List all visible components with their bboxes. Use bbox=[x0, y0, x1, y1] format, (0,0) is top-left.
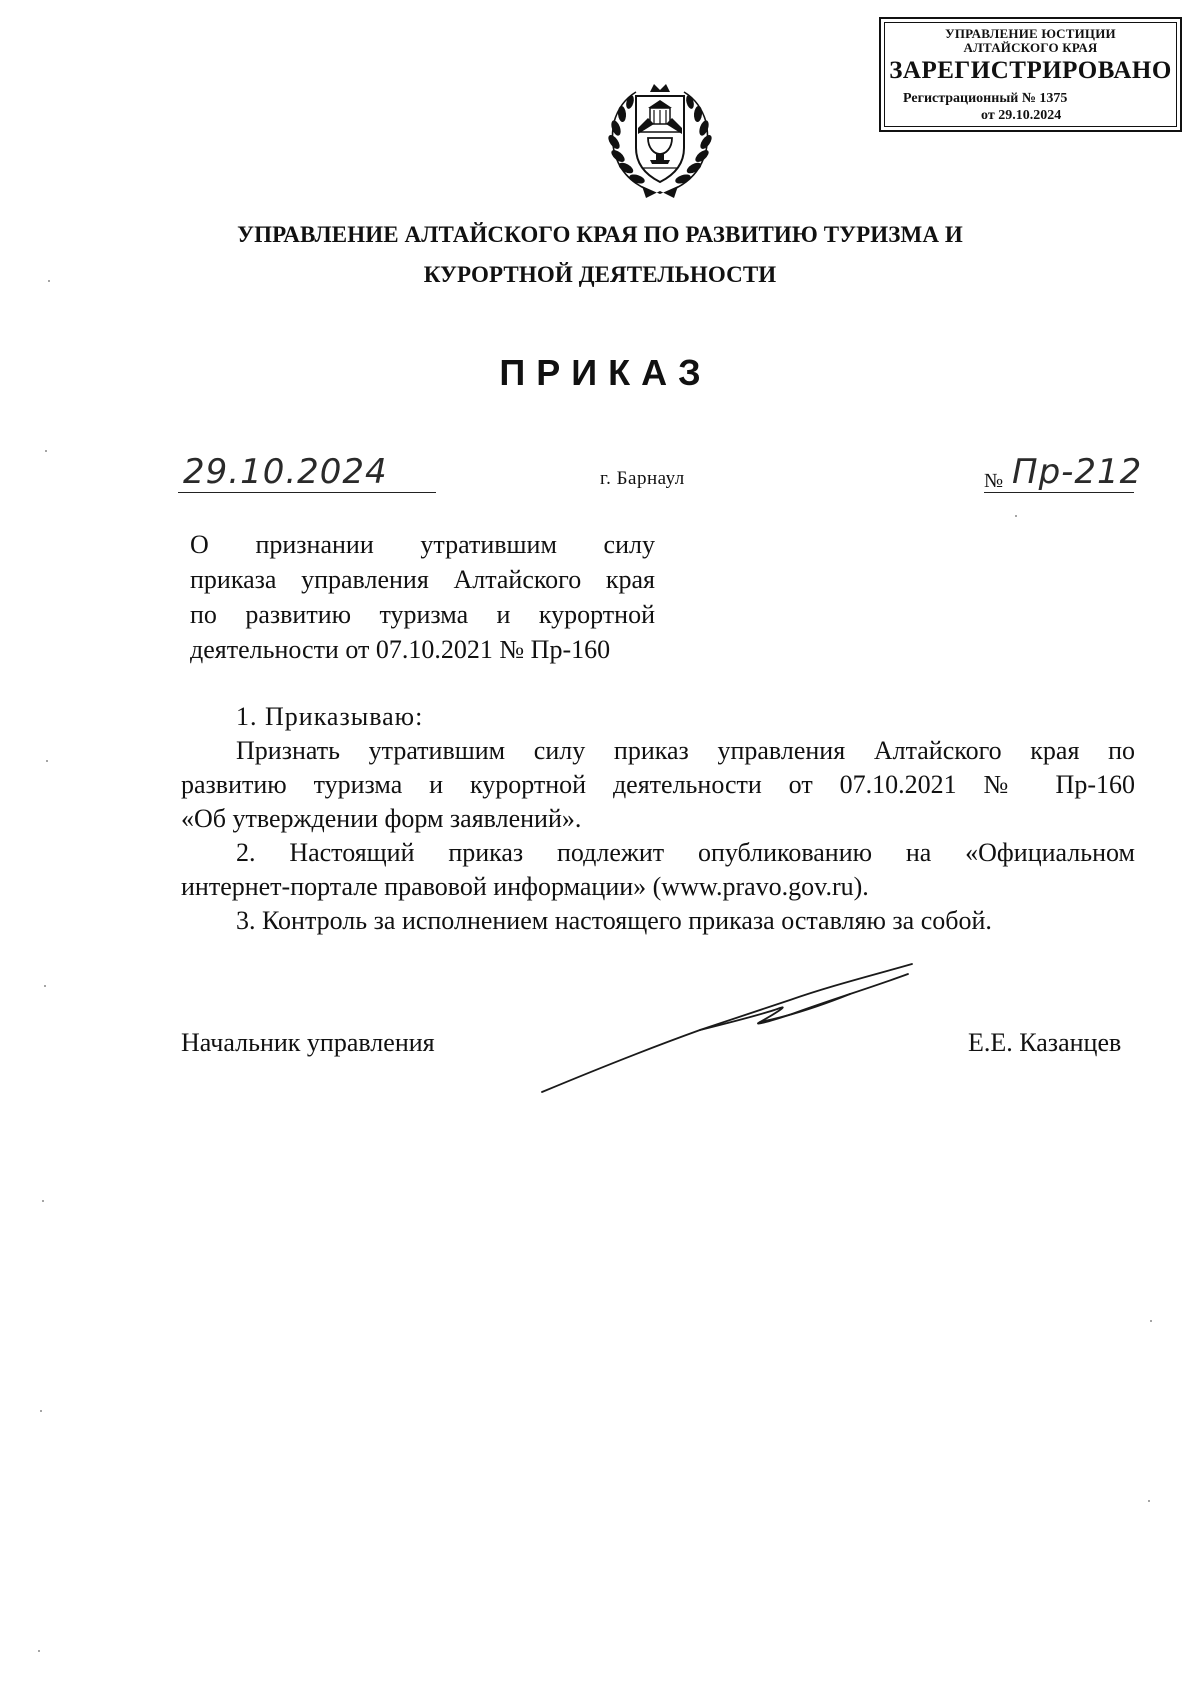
stamp-organization: УПРАВЛЕНИЕ ЮСТИЦИИ АЛТАЙСКОГО КРАЯ bbox=[945, 26, 1116, 55]
city: г. Барнаул bbox=[600, 468, 685, 489]
altai-krai-coat-of-arms-icon bbox=[602, 78, 718, 200]
document-type-title: ПРИКАЗ bbox=[499, 352, 712, 393]
paragraph-line: 2. Настоящий приказ подлежит опубликованию на «Официальном bbox=[236, 838, 1135, 867]
stamp-status: ЗАРЕГИСТРИРОВАНО bbox=[889, 57, 1172, 84]
handwritten-order-number: Пр-212 bbox=[1012, 452, 1143, 492]
number-underline bbox=[984, 492, 1134, 493]
stamp-registration-number: Регистрационный № 1375 bbox=[903, 91, 1068, 106]
scan-speck bbox=[48, 280, 50, 282]
registration-stamp bbox=[879, 17, 1182, 132]
subject-line: деятельности от 07.10.2021 № Пр-160 bbox=[190, 635, 611, 664]
scan-speck bbox=[44, 985, 46, 987]
scan-speck bbox=[40, 1410, 42, 1412]
paragraph-line: Признать утратившим силу приказ управления Алтайского края по bbox=[236, 736, 1135, 765]
paragraph-3-text: 3. Контроль за исполнением настоящего приказа оставляю за собой. bbox=[236, 906, 992, 935]
handwritten-date: 29.10.2024 bbox=[183, 452, 388, 492]
handwritten-signature bbox=[530, 950, 930, 1100]
subject-line: О признании утратившим силу bbox=[190, 530, 655, 559]
scan-speck bbox=[46, 760, 48, 762]
signatory-position: Начальник управления bbox=[181, 1028, 435, 1057]
scan-speck bbox=[1150, 1320, 1152, 1322]
paragraph-line: интернет-портале правовой информации» (www.pravo.gov.ru). bbox=[181, 872, 869, 901]
stamp-date: от 29.10.2024 bbox=[981, 108, 1062, 123]
paragraph-line: «Об утверждении форм заявлений». bbox=[181, 804, 582, 833]
order-subject bbox=[190, 527, 655, 667]
subject-line: по развитию туризма и курортной bbox=[190, 600, 655, 629]
scan-speck bbox=[1015, 515, 1017, 517]
scan-speck bbox=[42, 1200, 44, 1202]
paragraph-line: развитию туризма и курортной деятельности от 07.10.2021 № Пр-160 bbox=[181, 770, 1135, 799]
date-underline bbox=[178, 492, 436, 493]
organization-name-line-1: УПРАВЛЕНИЕ АЛТАЙСКОГО КРАЯ ПО РАЗВИТИЮ ТУРИЗМА И bbox=[237, 222, 963, 247]
subject-line: приказа управления Алтайского края bbox=[190, 565, 655, 594]
paragraph-1-heading: 1. Приказываю: bbox=[236, 702, 424, 731]
signatory-name: Е.Е. Казанцев bbox=[968, 1028, 1122, 1057]
paragraph-2-text bbox=[181, 836, 1135, 904]
scan-speck bbox=[38, 1650, 40, 1652]
paragraph-1-text bbox=[181, 734, 1135, 836]
scan-speck bbox=[45, 450, 47, 452]
number-sign: № bbox=[984, 470, 1004, 492]
scan-speck bbox=[1148, 1500, 1150, 1502]
organization-name-line-2: КУРОРТНОЙ ДЕЯТЕЛЬНОСТИ bbox=[423, 262, 777, 287]
